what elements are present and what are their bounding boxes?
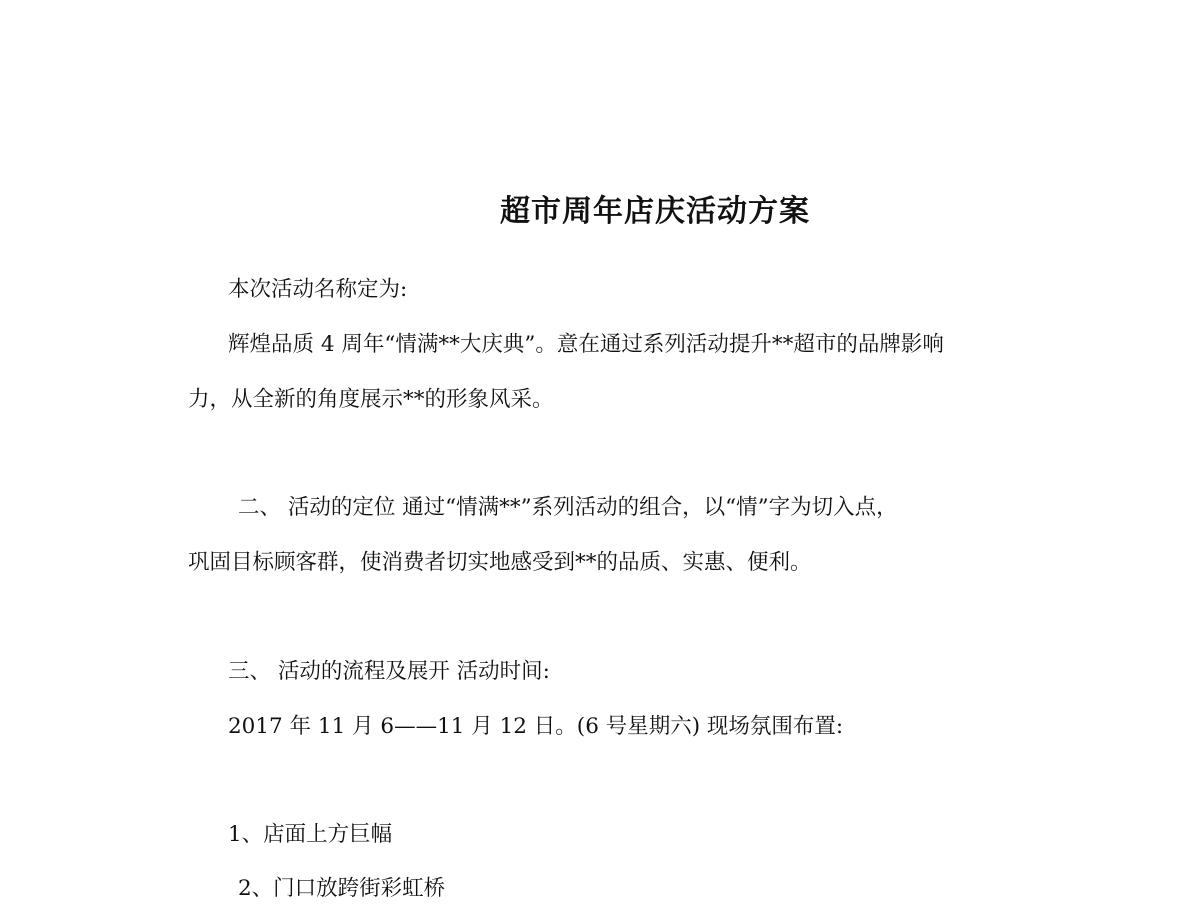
paragraph-line: 本次活动名称定为: [228,277,408,302]
paragraph-line: 力，从全新的角度展示**的形象风采。 [188,387,554,412]
document-title: 超市周年店庆活动方案 [500,194,810,229]
paragraph-line: 2017 年 11 月 6——11 月 12 日。(6 号星期六) 现场氛围布置: [228,714,844,739]
paragraph-line: 三、 活动的流程及展开 活动时间: [228,659,550,684]
list-item: 2、门口放跨街彩虹桥 [238,876,446,901]
paragraph-line: 二、 活动的定位 通过“情满**”系列活动的组合，以“情”字为切入点， [238,495,898,520]
paragraph-line: 辉煌品质 4 周年“情满**大庆典”。意在通过系列活动提升**超市的品牌影响 [228,332,944,357]
paragraph-line: 巩固目标顾客群，使消费者切实地感受到**的品质、实惠、便利。 [188,550,812,575]
list-item: 1、店面上方巨幅 [228,822,393,847]
